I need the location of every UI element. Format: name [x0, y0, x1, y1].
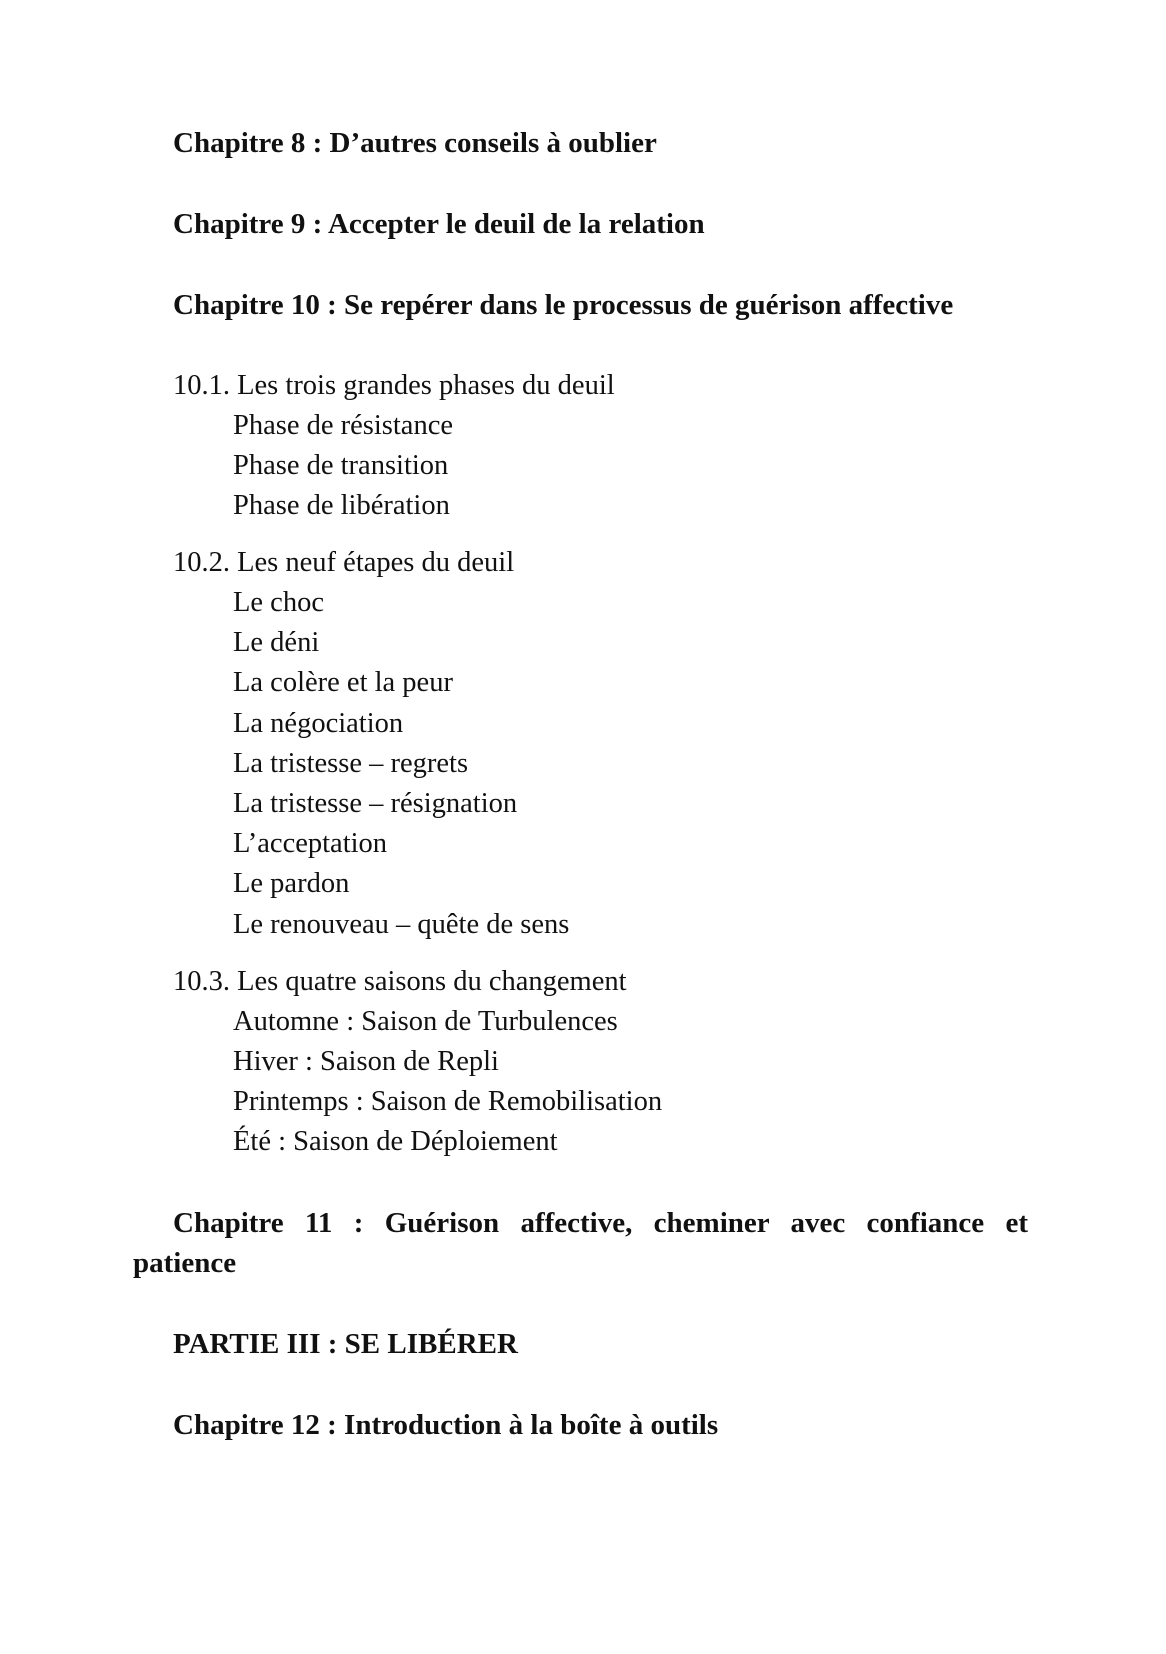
- list-item: La négociation: [233, 708, 404, 739]
- list-item: Printemps : Saison de Remobilisation: [233, 1086, 663, 1117]
- list-item: La tristesse – résignation: [233, 788, 518, 819]
- list-item: Automne : Saison de Turbulences: [233, 1006, 618, 1037]
- list-item: Phase de résistance: [233, 410, 453, 441]
- list-item: Le déni: [233, 627, 320, 658]
- chapter-10-heading: Chapitre 10 : Se repérer dans le processus de guérison affective: [173, 289, 954, 321]
- list-item: Le renouveau – quête de sens: [233, 909, 570, 940]
- list-item: Hiver : Saison de Repli: [233, 1046, 499, 1077]
- list-item: Phase de transition: [233, 450, 449, 481]
- chapter-11-heading-line1: Chapitre 11 : Guérison affective, cheminer avec confiance et: [173, 1207, 1028, 1239]
- list-item: La tristesse – regrets: [233, 748, 469, 779]
- list-item: Été : Saison de Déploiement: [233, 1126, 558, 1157]
- chapter-12-heading: Chapitre 12 : Introduction à la boîte à outils: [173, 1409, 719, 1441]
- chapter-9-heading: Chapitre 9 : Accepter le deuil de la relation: [173, 208, 705, 240]
- part-3-heading: PARTIE III : SE LIBÉRER: [173, 1328, 518, 1360]
- list-item: Le pardon: [233, 868, 350, 899]
- chapter-8-heading: Chapitre 8 : D’autres conseils à oublier: [173, 127, 657, 159]
- section-10-2-title: 10.2. Les neuf étapes du deuil: [173, 547, 515, 578]
- section-10-3-title: 10.3. Les quatre saisons du changement: [173, 966, 627, 997]
- section-10-1-title: 10.1. Les trois grandes phases du deuil: [173, 370, 615, 401]
- list-item: Le choc: [233, 587, 324, 618]
- list-item: Phase de libération: [233, 490, 450, 521]
- list-item: La colère et la peur: [233, 667, 453, 698]
- list-item: L’acceptation: [233, 828, 388, 859]
- chapter-11-heading-line2: patience: [133, 1247, 237, 1279]
